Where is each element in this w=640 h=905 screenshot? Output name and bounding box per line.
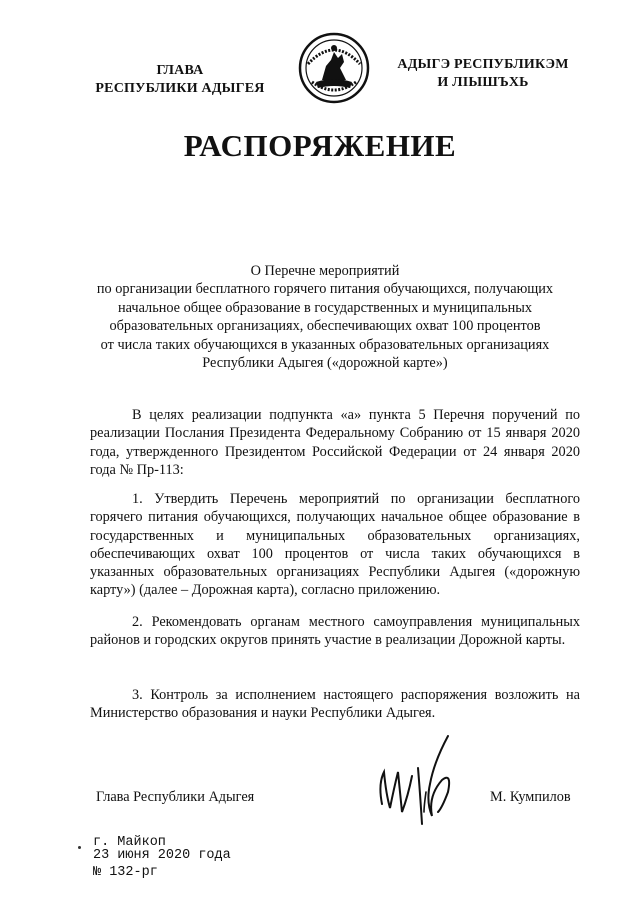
coat-of-arms-icon xyxy=(298,32,370,106)
header-right-subtitle: И ЛІЫШЪХЬ xyxy=(437,75,529,90)
header-right xyxy=(378,56,588,92)
preamble-paragraph: В целях реализации подпункта «а» пункта 5 Перечня поручений по реализации Послания Президента Федеральному Собранию от 15 января 2020 года, утвержденного Президентом Российской Федерации от 24 января 2020 года № Пр-113: xyxy=(90,407,580,478)
header-left xyxy=(80,62,280,98)
header-right-title: АДЫГЭ РЕСПУБЛИКЭМ xyxy=(397,57,569,72)
subject-line: О Перечне мероприятий xyxy=(250,263,400,279)
subject-line: от числа таких обучающихся в указанных образовательных организациях xyxy=(100,336,550,353)
signatory-position: Глава Республики Адыгея xyxy=(96,789,255,805)
document-number: № 132-рг xyxy=(93,865,158,880)
signatory-name: М. Кумпилов xyxy=(490,789,571,805)
document-subject xyxy=(70,262,580,372)
subject-line: Республики Адыгея («дорожной карте») xyxy=(202,355,448,372)
subject-line: начальное общее образование в государственных и муниципальных xyxy=(117,299,533,316)
header-left-title: ГЛАВА xyxy=(156,63,204,78)
issue-place: г. Майкоп xyxy=(93,835,166,850)
document-type-title: РАСПОРЯЖЕНИЕ xyxy=(183,128,457,163)
handwritten-signature-icon xyxy=(368,732,478,842)
clause-3-paragraph: 3. Контроль за исполнением настоящего распоряжения возложить на Министерство образования и науки Республики Адыгея. xyxy=(90,687,580,722)
header-left-subtitle: РЕСПУБЛИКИ АДЫГЕЯ xyxy=(95,81,265,96)
subject-line: по организации бесплатного горячего питания обучающихся, получающих xyxy=(96,281,554,298)
subject-line: образовательных организациях, обеспечивающих охват 100 процентов xyxy=(109,318,541,335)
clause-1-paragraph: 1. Утвердить Перечень мероприятий по организации бесплатного горячего питания обучающихся, получающих начальное общее образование в государственных и муниципальных образовательных организациях, обеспечивающих охват 100 процентов от числа таких обучающихся в указанных образовательных организациях Республики Адыгея («дорожную карту») (далее – Дорожная карта), согласно приложению. xyxy=(90,491,580,599)
stray-dot xyxy=(78,846,81,849)
clause-2-paragraph: 2. Рекомендовать органам местного самоуправления муниципальных районов и городских округов принять участие в реализации Дорожной карты. xyxy=(90,614,580,649)
issue-date: 23 июня 2020 года xyxy=(93,848,231,863)
